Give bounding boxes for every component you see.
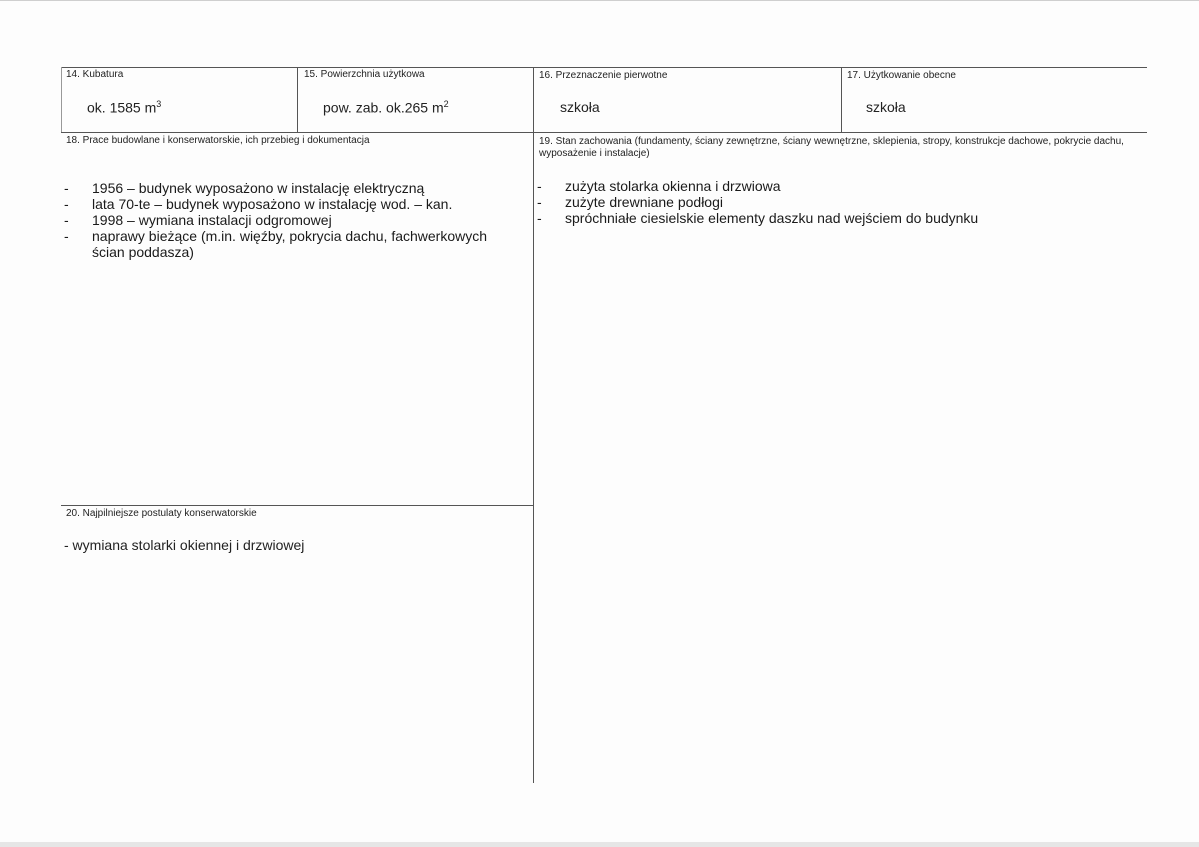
field-14-value: ok. 1585 $m^3$: [87, 99, 162, 116]
field-16-label: 16. Przeznaczenie pierwotne: [539, 70, 668, 81]
field-17-value: szkoła: [866, 99, 906, 115]
field-15-label: 15. Powierzchnia użytkowa: [304, 69, 425, 80]
divider-16-17: [841, 67, 842, 132]
scan-top-edge: [0, 0, 1199, 1]
bullet-dash: -: [537, 178, 542, 194]
left-border: [61, 67, 62, 132]
divider-center: [533, 67, 534, 783]
list-item: - spróchniałe ciesielskie elementy daszku nad wejściem do budynku: [537, 210, 979, 226]
field-19-label: 19. Stan zachowania (fundamenty, ściany zewnętrzne, ściany wewnętrzne, sklepienia, stropy, konstrukcje dachowe, pokrycie dachu, wyposażenie i instalacje): [539, 136, 1124, 159]
list-item: - lata 70-te – budynek wyposażono w instalację wod. – kan.: [64, 196, 453, 212]
row1-top-rule: [61, 67, 1147, 68]
field-16-value: szkoła: [560, 99, 600, 115]
divider-14-15: [297, 67, 298, 132]
section20-top-rule: [61, 505, 533, 506]
field-15-value: pow. zab. ok.265 $m^2$: [323, 99, 449, 116]
bullet-dash: -: [64, 180, 69, 196]
bullet-dash: -: [537, 210, 542, 226]
field-20-label: 20. Najpilniejsze postulaty konserwatorskie: [66, 508, 257, 519]
bullet-dash: -: [64, 196, 69, 212]
list-item: - zużyta stolarka okienna i drzwiowa: [537, 178, 781, 194]
row1-bottom-rule: [61, 132, 1147, 133]
bullet-dash: -: [537, 194, 542, 210]
bullet-dash: -: [64, 212, 69, 228]
list-item: - naprawy bieżące (m.in. więźby, pokrycia dachu, fachwerkowych ścian poddasza): [64, 228, 488, 260]
field-14-label: 14. Kubatura: [66, 69, 124, 80]
list-item: - 1998 – wymiana instalacji odgromowej: [64, 212, 332, 228]
field-17-label: 17. Użytkowanie obecne: [847, 70, 956, 81]
field-19-list: [537, 178, 1117, 226]
list-item: - 1956 – budynek wyposażono w instalację elektryczną: [64, 180, 425, 196]
list-item: - zużyte drewniane podłogi: [537, 194, 723, 210]
scan-bottom-edge: [0, 842, 1199, 847]
field-18-list: [64, 180, 504, 260]
field-20-value: - wymiana stolarki okiennej i drzwiowej: [64, 537, 305, 553]
field-18-label: 18. Prace budowlane i konserwatorskie, ich przebieg i dokumentacja: [66, 135, 370, 146]
bullet-dash: -: [64, 228, 69, 244]
